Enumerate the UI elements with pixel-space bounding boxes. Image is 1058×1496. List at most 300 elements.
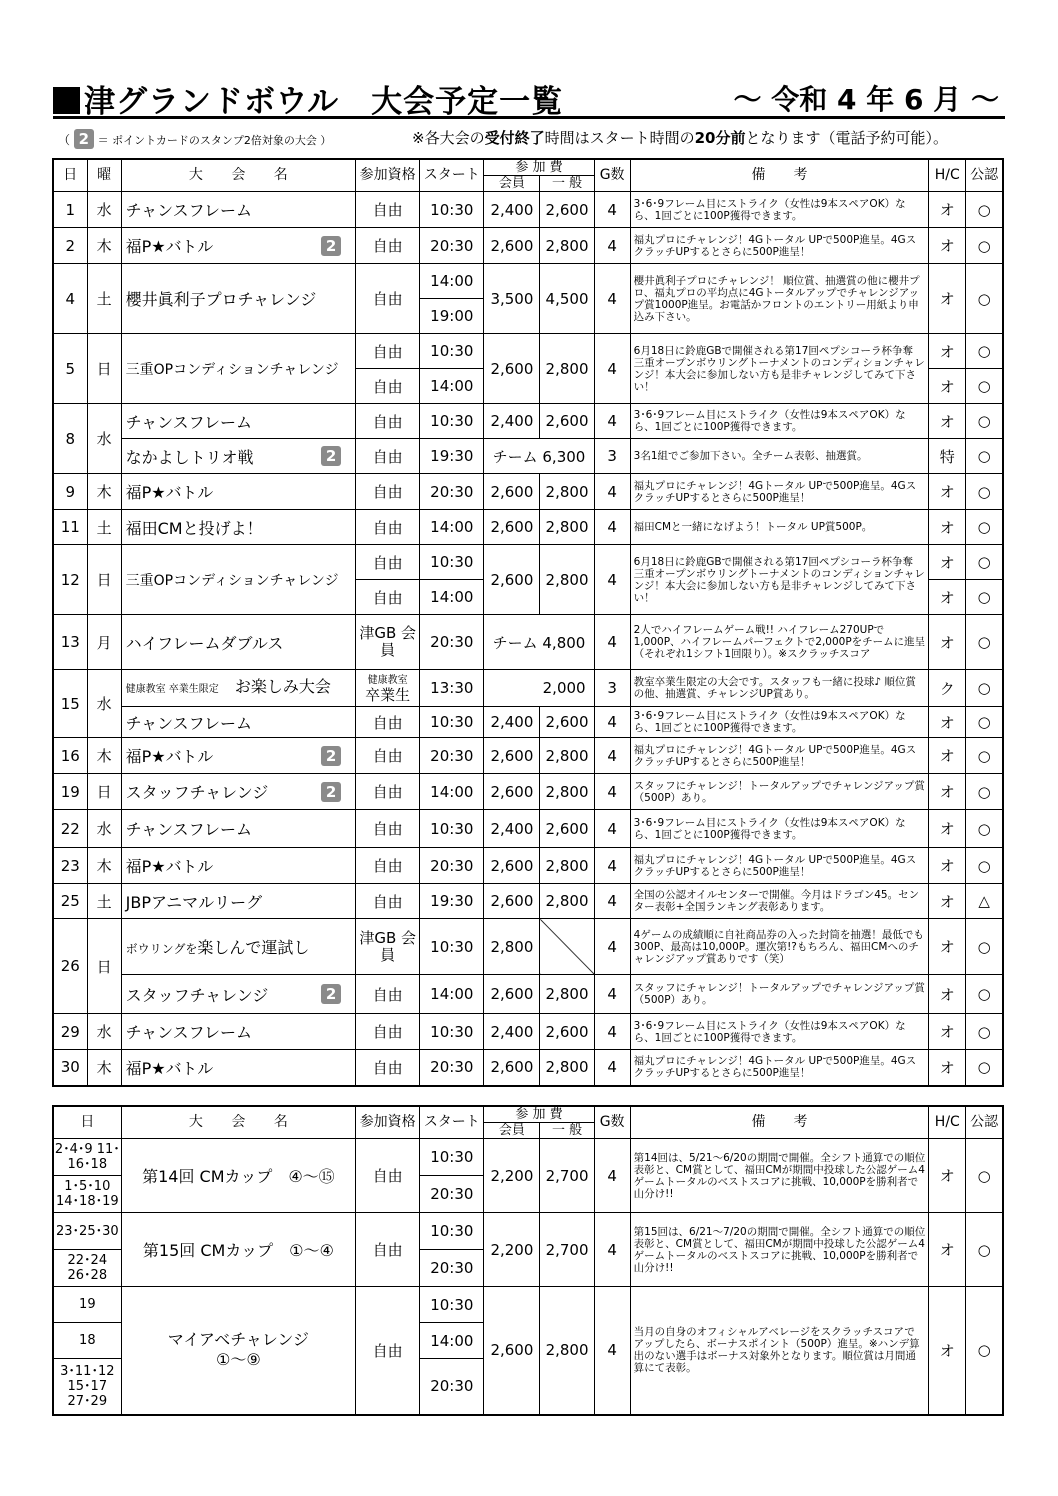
table-cell: 20:30 [420, 848, 484, 884]
tournament-name: 福P★バトル 2 [121, 228, 355, 264]
table-cell: 2,800 [540, 228, 594, 264]
table-cell: 自由 [356, 810, 420, 848]
table-cell: スタッフにチャレンジ！トータルアップでチャレンジアップ賞（500P）あり。 [630, 774, 929, 810]
table-cell: 4 [594, 264, 630, 334]
table-cell: 福丸プロにチャレンジ！4Gトータル UPで500P進呈。4GスクラッチUPするとさらに500P進呈！ [630, 848, 929, 884]
table-cell: 自由 [356, 707, 420, 738]
table-cell: ○ [966, 474, 1003, 510]
header-row [53, 1106, 1003, 1123]
double-stamp-badge: 2 [321, 446, 341, 466]
table-cell: 2,800 [540, 848, 594, 884]
table-cell: ○ [966, 707, 1003, 738]
table-cell: 自由 [356, 545, 420, 580]
table-cell: 14:00 [420, 774, 484, 810]
table-row [53, 738, 1003, 774]
table-cell: オ [929, 810, 966, 848]
table-cell: ○ [966, 439, 1003, 474]
table-cell: 13 [53, 615, 87, 670]
table-cell: 自由 [356, 884, 420, 919]
table-cell: 19 [53, 774, 87, 810]
table-row [53, 1287, 1003, 1323]
table-cell: 2,200 [484, 1139, 540, 1213]
table-cell: 18 [53, 1323, 121, 1359]
table-cell: 4 [594, 192, 630, 228]
table-cell: 2,200 [484, 1213, 540, 1287]
table-cell: 20:30 [420, 1250, 484, 1287]
table-cell: 20:30 [420, 474, 484, 510]
table-cell: 土 [87, 510, 121, 545]
table-row [53, 1014, 1003, 1050]
table-cell: 2,400 [484, 1014, 540, 1050]
table-cell: 10:30 [420, 404, 484, 439]
table-cell: 木 [87, 1050, 121, 1086]
table-row [53, 919, 1003, 975]
table-cell: 10:30 [420, 810, 484, 848]
tournament-name: 福P★バトル [121, 848, 355, 884]
table-cell: オ [929, 707, 966, 738]
table-cell: 10:30 [420, 1014, 484, 1050]
table-cell: 29 [53, 1014, 87, 1050]
table-cell: 参加資格 [356, 159, 420, 192]
table-cell: 4 [594, 707, 630, 738]
table-cell: 日 [87, 919, 121, 1014]
table-cell: 4 [594, 1050, 630, 1086]
table-cell: 6月18日に鈴鹿GBで開催される第17回ペプシコーラ杯争奪 三重オープンボウリングトーナメントのコンディションチャレンジ！本大会に参加しない方も是非チャレンジしてみて下さい！ [630, 545, 929, 615]
table-cell: △ [966, 884, 1003, 919]
table-cell: 2,600 [540, 404, 594, 439]
table-cell: 14:00 [420, 1323, 484, 1359]
table-cell: 会員 [484, 176, 540, 192]
tournament-name: 福P★バトル [121, 474, 355, 510]
table-cell: ○ [966, 1287, 1003, 1415]
table-cell: 自由 [356, 369, 420, 404]
tournament-name: 福P★バトル [121, 1050, 355, 1086]
table-cell: H/C [929, 1106, 966, 1139]
table-cell: 1･5･10 14･18･19 [53, 1176, 121, 1213]
table-cell: オ [929, 919, 966, 975]
table-cell: スタート [420, 159, 484, 192]
table-cell: 20:30 [420, 738, 484, 774]
table-cell: オ [929, 264, 966, 334]
table-cell: 9 [53, 474, 87, 510]
table-cell: 自由 [356, 1050, 420, 1086]
table-cell: 木 [87, 848, 121, 884]
table-cell: 参加資格 [356, 1106, 420, 1139]
table-row [53, 884, 1003, 919]
table-cell: 自由 [356, 404, 420, 439]
table-cell: 3,500 [484, 264, 540, 334]
table-row [53, 615, 1003, 670]
notes-line [58, 126, 1008, 150]
table-cell: 2,800 [540, 474, 594, 510]
table-cell: ○ [966, 1139, 1003, 1213]
table-row [53, 545, 1003, 580]
table-cell: 公認 [966, 1106, 1003, 1139]
table-cell: 木 [87, 738, 121, 774]
table-cell: 公認 [966, 159, 1003, 192]
table-cell: 参 加 費 [484, 1106, 594, 1123]
table-cell: 4 [594, 1213, 630, 1287]
tournament-name: ボウリングを楽しんで運試し [121, 919, 355, 975]
table-cell: 2,600 [484, 474, 540, 510]
table-cell: ○ [966, 545, 1003, 580]
table-cell: ○ [966, 1213, 1003, 1287]
table-cell: 20:30 [420, 615, 484, 670]
table-cell: 2･4･9 11･16･18 [53, 1139, 121, 1176]
table-cell: 福丸プロにチャレンジ！4Gトータル UPで500P進呈。4GスクラッチUPするとさらに500P進呈！ [630, 738, 929, 774]
table-cell: 備 考 [630, 159, 929, 192]
table-cell: H/C [929, 159, 966, 192]
table-cell: 4 [594, 774, 630, 810]
table-cell: オ [929, 404, 966, 439]
double-stamp-badge: 2 [321, 782, 341, 802]
tournament-name: 三重OPコンディションチャレンジ [121, 334, 355, 404]
table-cell: 福田CMと一緒になげよう！トータル UP賞500P。 [630, 510, 929, 545]
table-cell: 水 [87, 810, 121, 848]
table-row [53, 670, 1003, 707]
table-cell: 4 [594, 738, 630, 774]
table-cell: 30 [53, 1050, 87, 1086]
table-cell: ○ [966, 510, 1003, 545]
table-cell: 6月18日に鈴鹿GBで開催される第17回ペプシコーラ杯争奪 三重オープンボウリングトーナメントのコンディションチャレンジ！本大会に参加しない方も是非チャレンジしてみて下さい！ [630, 334, 929, 404]
table-cell: 16 [53, 738, 87, 774]
table-row [53, 404, 1003, 439]
table-row [53, 334, 1003, 369]
table-cell: 2,600 [484, 545, 540, 615]
table-cell: 4ゲームの成績順に自社商品券の入った封筒を抽選！最低でも300P、最高は10,000P。運次第!?もちろん、福田CMへのチャレンジアップ賞ありです（笑） [630, 919, 929, 975]
black-square-icon [53, 87, 80, 114]
table-cell: 23･25･30 [53, 1213, 121, 1250]
not-applicable-slash [540, 919, 594, 975]
table-cell: 10:30 [420, 192, 484, 228]
tournament-name: チャンスフレーム [121, 192, 355, 228]
table-cell: 一 般 [540, 1123, 594, 1139]
table-cell: 第14回は、5/21～6/20の期間で開催。全シフト通算での順位表彰と、CM賞として、福田CMが期間中投球した公認ゲーム4ゲームトータルのベストスコアに挑戦、10,000Pを勝利者で山分け!! [630, 1139, 929, 1213]
table-cell: 4,500 [540, 264, 594, 334]
table-cell: 2,600 [484, 1050, 540, 1086]
table-cell: 2,600 [484, 848, 540, 884]
table-cell: 23 [53, 848, 87, 884]
table-cell: 4 [594, 975, 630, 1014]
table-row [53, 192, 1003, 228]
table-cell: オ [929, 1050, 966, 1086]
table-cell: ○ [966, 369, 1003, 404]
table-cell: 19:30 [420, 439, 484, 474]
table-row [53, 848, 1003, 884]
tournament-name: 第14回 CMカップ ④～⑮ [121, 1139, 355, 1213]
table-cell: 2,600 [540, 810, 594, 848]
double-stamp-badge: 2 [321, 236, 341, 256]
table-cell: 全国の公認オイルセンターで開催。今月はドラゴン45。センター表彰+全国ランキング表彰あります。 [630, 884, 929, 919]
table-row [53, 810, 1003, 848]
tournament-name: 福田CMと投げよ！ [121, 510, 355, 545]
table-cell: 2,600 [484, 774, 540, 810]
page-header [53, 72, 1005, 119]
table-cell: 3名1組でご参加下さい。全チーム表彰、抽選賞。 [630, 439, 929, 474]
table-cell: オ [929, 1213, 966, 1287]
table-cell: ○ [966, 975, 1003, 1014]
table-row [53, 474, 1003, 510]
table-cell: 10:30 [420, 1139, 484, 1176]
table-cell: 2,600 [540, 1014, 594, 1050]
table-cell: 津GB 会員 [356, 615, 420, 670]
table-cell: 14:00 [420, 975, 484, 1014]
table-cell: 2,800 [540, 884, 594, 919]
table-cell: 自由 [356, 264, 420, 334]
table-cell: 5 [53, 334, 87, 404]
table-cell: 20:30 [420, 228, 484, 264]
table-cell: 2,800 [540, 1287, 594, 1415]
table-cell: ○ [966, 615, 1003, 670]
table-cell: オ [929, 545, 966, 580]
tournament-name: 福P★バトル 2 [121, 738, 355, 774]
table-cell: 2,800 [540, 738, 594, 774]
table-cell: 4 [53, 264, 87, 334]
table-cell: 10:30 [420, 545, 484, 580]
table-cell: オ [929, 1139, 966, 1213]
table-cell: 土 [87, 884, 121, 919]
table-cell: G数 [594, 159, 630, 192]
table-row [53, 975, 1003, 1014]
table-cell: 日 [53, 1106, 121, 1139]
table-cell: 2,400 [484, 192, 540, 228]
table-cell: 14:00 [420, 369, 484, 404]
table-cell: 2人でハイフレームゲーム戦!! ハイフレーム270UPで1,000P、ハイフレームパーフェクトで2,000Pをチームに進呈（それぞれ1シフト1回限り）。※スクラッチスコア [630, 615, 929, 670]
table-cell: 自由 [356, 848, 420, 884]
table-cell: 第15回は、6/21～7/20の期間で開催。全シフト通算での順位表彰と、CM賞として、福田CMが期間中投球した公認ゲーム4ゲームトータルのベストスコアに挑戦、10,000Pを勝利者で山分け!! [630, 1213, 929, 1287]
table-cell: 参 加 費 [484, 159, 594, 176]
table-cell: 3 [594, 670, 630, 707]
tournament-name: スタッフチャレンジ 2 [121, 975, 355, 1014]
table-cell: 19 [53, 1287, 121, 1323]
table-cell: 22 [53, 810, 87, 848]
table-cell: チーム 4,800 [484, 615, 594, 670]
table-cell: 22･24 26･28 [53, 1250, 121, 1287]
tournament-name: 第15回 CMカップ ①～④ [121, 1213, 355, 1287]
table-cell: 教室卒業生限定の大会です。スタッフも一緒に投球♪ 順位賞の他、抽選賞、チャレンジUP賞あり。 [630, 670, 929, 707]
table-cell: 3･6･9フレーム目にストライク（女性は9本スペアOK）なら、1回ごとに100P獲得できます。 [630, 707, 929, 738]
table-row [53, 707, 1003, 738]
tournament-name: JBPアニマルリーグ [121, 884, 355, 919]
tournament-name: スタッフチャレンジ 2 [121, 774, 355, 810]
table-cell: 一 般 [540, 176, 594, 192]
table-cell: 津GB 会員 [356, 919, 420, 975]
tournament-name: チャンスフレーム [121, 707, 355, 738]
table-cell: オ [929, 884, 966, 919]
table-cell: 3 [594, 439, 630, 474]
table-cell: G数 [594, 1106, 630, 1139]
table-cell: 2,800 [540, 1050, 594, 1086]
table-cell: 25 [53, 884, 87, 919]
table-cell: スタート [420, 1106, 484, 1139]
tournament-name: ハイフレームダブルス [121, 615, 355, 670]
table-cell: 26 [53, 919, 87, 1014]
table-cell: 13:30 [420, 670, 484, 707]
table-cell: 2,800 [484, 919, 540, 975]
table-cell: 2,400 [484, 404, 540, 439]
table-cell: オ [929, 474, 966, 510]
table-cell: 備 考 [630, 1106, 929, 1139]
table-cell: 自由 [356, 975, 420, 1014]
table-cell: 3･6･9フレーム目にストライク（女性は9本スペアOK）なら、1回ごとに100P獲得できます。 [630, 810, 929, 848]
table-cell: 2,000 [484, 670, 594, 707]
deadline-rule: ※各大会の受付終了時間はスタート時間の20分前となります（電話予約可能）。 [412, 129, 948, 147]
table-cell: 10:30 [420, 334, 484, 369]
table-cell: 日 [87, 334, 121, 404]
table-cell: 19:30 [420, 884, 484, 919]
table-cell: チーム 6,300 [484, 439, 594, 474]
table-cell: 2,800 [540, 545, 594, 615]
table-cell: オ [929, 192, 966, 228]
table-row [53, 439, 1003, 474]
table-cell: 2,600 [540, 707, 594, 738]
table-cell: 大 会 名 [121, 1106, 355, 1139]
table-cell: ○ [966, 919, 1003, 975]
table-cell: 水 [87, 670, 121, 738]
table-cell: 4 [594, 1014, 630, 1050]
table-cell: オ [929, 848, 966, 884]
table-cell: 櫻井眞利子プロにチャレンジ！ 順位賞、抽選賞の他に櫻井プロ、福丸プロの平均点に4Gトータルアップでチャレンジアップ賞1000P進呈。お電話かフロントのエントリー用紙より申込み下さい。 [630, 264, 929, 334]
table-row [53, 774, 1003, 810]
table-cell: 2,600 [484, 1287, 540, 1415]
table-cell: 自由 [356, 1213, 420, 1287]
table-cell: オ [929, 615, 966, 670]
table-cell: 4 [594, 919, 630, 975]
table-cell: 2,700 [540, 1213, 594, 1287]
table-cell: 4 [594, 615, 630, 670]
table-cell: 健康教室 卒業生 [356, 670, 420, 707]
table-cell: 自由 [356, 334, 420, 369]
table-cell: 木 [87, 228, 121, 264]
month-label: ～ 令和 4 年 6 月 ～ [733, 83, 999, 116]
tournament-name: チャンスフレーム [121, 810, 355, 848]
table-cell: 自由 [356, 1014, 420, 1050]
table-cell: 4 [594, 848, 630, 884]
badge-legend: （ 2 ＝ ポイントカードのスタンプ2倍対象の大会 ） [58, 130, 332, 148]
table-cell: 曜 [87, 159, 121, 192]
tournament-name: 櫻井眞利子プロチャレンジ [121, 264, 355, 334]
table-cell: 2,800 [540, 510, 594, 545]
table-cell: 福丸プロにチャレンジ！4Gトータル UPで500P進呈。4GスクラッチUPするとさらに500P進呈！ [630, 228, 929, 264]
table-cell: 14:00 [420, 580, 484, 615]
table-cell: 福丸プロにチャレンジ！4Gトータル UPで500P進呈。4GスクラッチUPするとさらに500P進呈！ [630, 1050, 929, 1086]
table-cell: オ [929, 369, 966, 404]
table-cell: 2,800 [540, 774, 594, 810]
table-cell: 2,400 [484, 707, 540, 738]
table-cell: ○ [966, 738, 1003, 774]
tournament-name: チャンスフレーム [121, 1014, 355, 1050]
table-cell: 日 [53, 159, 87, 192]
header-row [53, 159, 1003, 176]
table-cell: オ [929, 1014, 966, 1050]
table-cell: 水 [87, 192, 121, 228]
table-cell: ○ [966, 774, 1003, 810]
table-cell: 2,600 [484, 228, 540, 264]
table-cell: 2 [53, 228, 87, 264]
table-cell: ○ [966, 228, 1003, 264]
table-row [53, 510, 1003, 545]
table-cell: 14:00 [420, 510, 484, 545]
table-cell: 2,600 [540, 192, 594, 228]
schedule-table [52, 158, 1004, 1087]
table-row [53, 1050, 1003, 1086]
table-cell: 10:30 [420, 1287, 484, 1323]
tournament-name: マイアベチャレンジ ①～⑨ [121, 1287, 355, 1415]
table-cell: 3･6･9フレーム目にストライク（女性は9本スペアOK）なら、1回ごとに100P獲得できます。 [630, 404, 929, 439]
table-cell: 12 [53, 545, 87, 615]
table-cell: ○ [966, 192, 1003, 228]
table-cell: 自由 [356, 774, 420, 810]
table-cell: 2,800 [540, 975, 594, 1014]
tournament-name: 三重OPコンディションチャレンジ [121, 545, 355, 615]
multi-day-table [52, 1105, 1004, 1416]
table-cell: 10:30 [420, 707, 484, 738]
table-cell: 3･6･9フレーム目にストライク（女性は9本スペアOK）なら、1回ごとに100P獲得できます。 [630, 1014, 929, 1050]
table-cell: 3･11･12 15･17 27･29 [53, 1359, 121, 1415]
table-cell: 4 [594, 1287, 630, 1415]
table-cell: 2,600 [484, 738, 540, 774]
table-cell: 自由 [356, 1139, 420, 1213]
table-cell: 福丸プロにチャレンジ！4Gトータル UPで500P進呈。4GスクラッチUPするとさらに500P進呈！ [630, 474, 929, 510]
table-cell: オ [929, 334, 966, 369]
table-cell: 特 [929, 439, 966, 474]
table-cell: 1 [53, 192, 87, 228]
table-cell: ○ [966, 848, 1003, 884]
table-cell: 10:30 [420, 919, 484, 975]
table-cell: 自由 [356, 1287, 420, 1415]
table-cell: ○ [966, 264, 1003, 334]
table-cell: 4 [594, 1139, 630, 1213]
table-cell: 4 [594, 404, 630, 439]
table-cell: 4 [594, 810, 630, 848]
double-stamp-badge: 2 [321, 984, 341, 1004]
table-cell: 木 [87, 474, 121, 510]
tournament-name: チャンスフレーム [121, 404, 355, 439]
table-cell: 会員 [484, 1123, 540, 1139]
tournament-name: 健康教室 卒業生限定 お楽しみ大会 [121, 670, 355, 707]
table-cell: 自由 [356, 580, 420, 615]
table-cell: 20:30 [420, 1050, 484, 1086]
table-cell: 4 [594, 334, 630, 404]
table-cell: ○ [966, 334, 1003, 369]
double-stamp-badge: 2 [321, 746, 341, 766]
table-cell: オ [929, 228, 966, 264]
table-cell: 2,400 [484, 810, 540, 848]
table-cell: 自由 [356, 738, 420, 774]
table-cell: 当月の自身のオフィシャルアベレージをスクラッチスコアでアップしたら、ボーナスポイント（500P）進呈。※ハンデ算出のない選手はボーナス対象外となります。順位賞は月間通算にて表彰。 [630, 1287, 929, 1415]
table-cell: 月 [87, 615, 121, 670]
table-cell: 2,600 [484, 975, 540, 1014]
table-cell: ○ [966, 1050, 1003, 1086]
table-row [53, 264, 1003, 299]
table-cell: 自由 [356, 228, 420, 264]
table-cell: 3･6･9フレーム目にストライク（女性は9本スペアOK）なら、1回ごとに100P獲得できます。 [630, 192, 929, 228]
table-cell: 日 [87, 774, 121, 810]
table-cell: 大 会 名 [121, 159, 355, 192]
table-cell: 日 [87, 545, 121, 615]
table-cell: オ [929, 510, 966, 545]
table-row [53, 1213, 1003, 1250]
table-cell: 2,600 [484, 884, 540, 919]
table-cell: オ [929, 738, 966, 774]
table-cell: 4 [594, 510, 630, 545]
page-title: 津グランドボウル 大会予定一覧 [53, 76, 563, 121]
table-cell: 14:00 [420, 264, 484, 299]
table-row [53, 1139, 1003, 1176]
table-cell: ○ [966, 404, 1003, 439]
table-cell: 10:30 [420, 1213, 484, 1250]
table-cell: 自由 [356, 192, 420, 228]
